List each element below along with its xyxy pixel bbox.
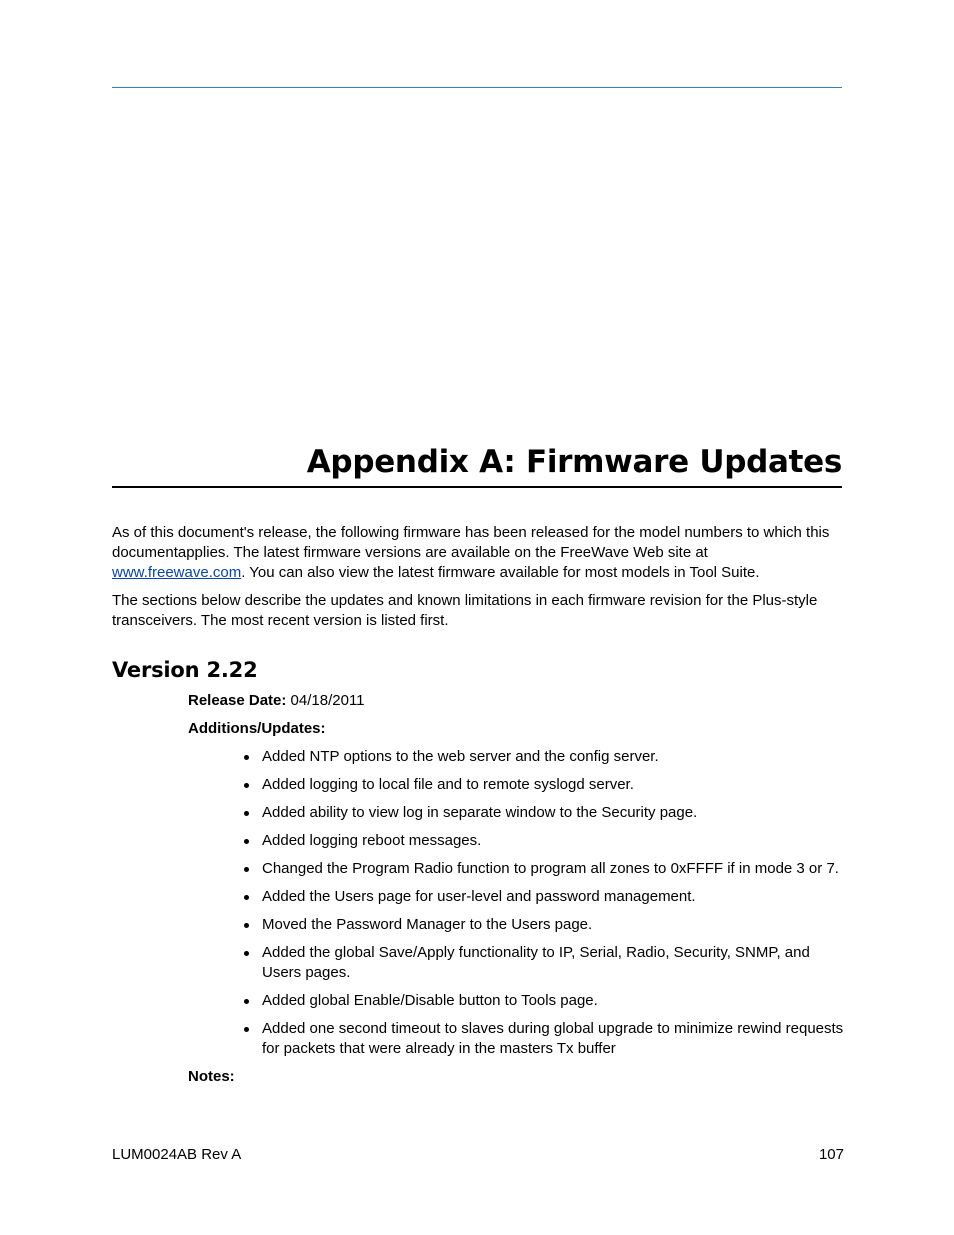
list-item (244, 831, 844, 851)
list-item-text: Added one second timeout to slaves during global upgrade to minimize rewind requests for packets that were already in the masters Tx buffer (262, 1020, 844, 1057)
bullet-icon (244, 755, 249, 760)
intro-paragraph-2: The sections below describe the updates and known limitations in each firmware revision for the Plus-style transceivers. The most recent version is listed first. (112, 592, 818, 629)
intro-paragraph-1 (112, 523, 842, 583)
additions-list (244, 747, 844, 1067)
intro-text-before-link: As of this document's release, the following firmware has been released for the model numbers to which this documentapplies. The latest firmware versions are available on the FreeWave Web site at (112, 524, 830, 561)
bullet-icon (244, 895, 249, 900)
list-item-text: Added global Enable/Disable button to Tools page. (262, 992, 598, 1009)
footer-document-id: LUM0024AB Rev A (112, 1146, 242, 1163)
list-item (244, 859, 844, 879)
bullet-icon (244, 839, 249, 844)
release-date-value: 04/18/2011 (286, 692, 365, 709)
list-item-text: Added logging to local file and to remote syslogd server. (262, 776, 634, 793)
notes-label: Notes: (188, 1068, 235, 1085)
bullet-icon (244, 923, 249, 928)
bullet-icon (244, 1027, 249, 1032)
list-item-text: Added NTP options to the web server and the config server. (262, 748, 659, 765)
list-item (244, 887, 844, 907)
bullet-icon (244, 951, 249, 956)
bullet-icon (244, 783, 249, 788)
list-item-text: Moved the Password Manager to the Users page. (262, 916, 593, 933)
freewave-website-link[interactable]: www.freewave.com (112, 564, 242, 581)
intro-text-after-link: . You can also view the latest firmware available for most models in Tool Suite. (241, 564, 760, 581)
bullet-icon (244, 867, 249, 872)
version-heading: Version 2.22 (112, 658, 258, 682)
list-item (244, 803, 844, 823)
list-item-text: Added logging reboot messages. (262, 832, 482, 849)
additions-label: Additions/Updates: (188, 720, 326, 737)
list-item (244, 747, 844, 767)
list-item (244, 775, 844, 795)
bullet-icon (244, 999, 249, 1004)
list-item (244, 1019, 844, 1059)
footer-page-number: 107 (818, 1146, 844, 1163)
header-rule (112, 87, 842, 88)
list-item-text: Added ability to view log in separate window to the Security page. (262, 804, 698, 821)
bullet-icon (244, 811, 249, 816)
list-item-text: Added the Users page for user-level and password management. (262, 888, 696, 905)
intro-section (112, 523, 842, 639)
chapter-title: Appendix A: Firmware Updates (306, 444, 842, 480)
list-item (244, 915, 844, 935)
list-item (244, 991, 844, 1011)
list-item (244, 943, 844, 983)
release-date (188, 691, 365, 711)
release-date-label: Release Date: (188, 692, 287, 709)
list-item-text: Changed the Program Radio function to program all zones to 0xFFFF if in mode 3 or 7. (262, 860, 839, 877)
title-underline (112, 486, 842, 488)
list-item-text: Added the global Save/Apply functionality to IP, Serial, Radio, Security, SNMP, and Users pages. (262, 944, 810, 981)
